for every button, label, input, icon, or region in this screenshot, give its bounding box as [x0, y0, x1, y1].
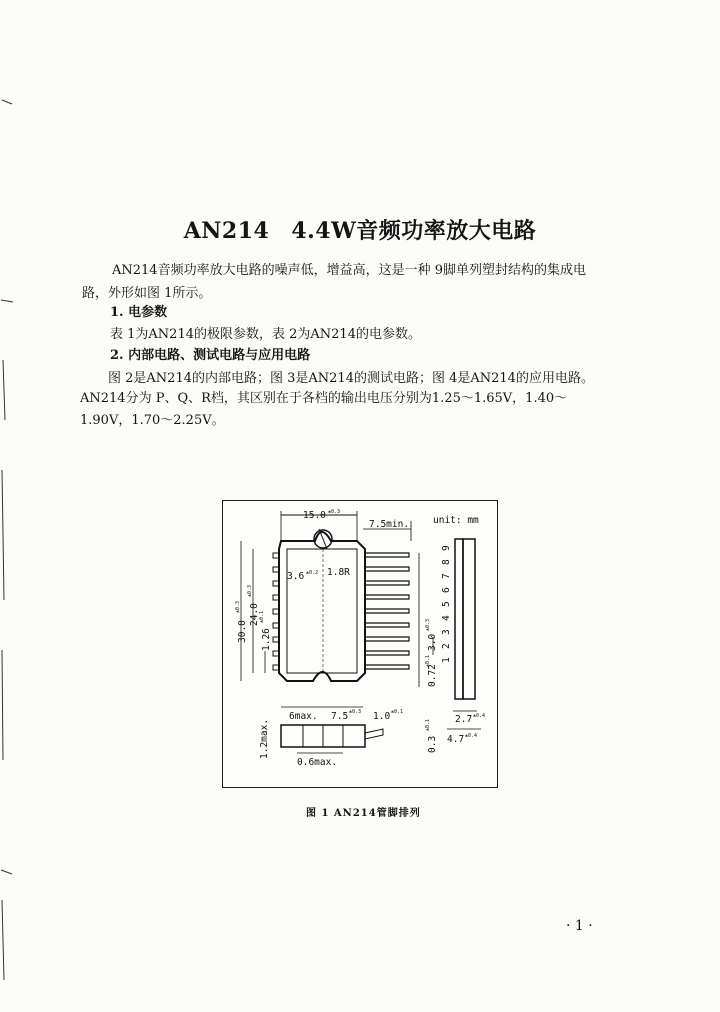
dim-end-height: 1.2max. — [259, 718, 270, 759]
dim-pitch: 3.0 — [427, 633, 438, 651]
dim-thickness: 1.0 — [373, 711, 391, 722]
dim-lead-thk: 0.3 — [427, 735, 438, 753]
title-model: AN214 — [183, 218, 270, 244]
dim-pin-offset: 1.26 — [261, 628, 272, 651]
dim-end-lead: 0.6max. — [297, 757, 338, 768]
dim-thickness-tol: ±0.1 — [391, 709, 404, 715]
title-description: 4.4W音频功率放大电路 — [291, 218, 537, 244]
dim-hole-tol: ±0.2 — [306, 570, 319, 576]
dim-lead-thk-tol: ±0.1 — [425, 718, 431, 731]
dim-lead-width-tol: ±0.1 — [425, 654, 431, 667]
section-2-line-3: 1.90V，1.70～2.25V。 — [80, 413, 225, 428]
pin-label-9: 9 — [441, 545, 452, 551]
dim-height-inner: 24.0 — [249, 603, 260, 626]
dim-body-depth-tol: ±0.3 — [349, 709, 362, 715]
pin-label-7: 7 — [441, 573, 452, 579]
dim-side-outer-tol: ±0.4 — [465, 733, 478, 739]
dim-radius: 1.8R — [327, 567, 350, 578]
figure-caption: 图 1 AN214管脚排列 — [306, 808, 421, 819]
unit-label: unit: mm — [433, 515, 479, 526]
dim-lead-width: 0.72 — [427, 664, 438, 687]
section-2-heading: 2. 内部电路、测试电路与应用电路 — [110, 348, 311, 363]
pin-label-1: 1 — [441, 657, 452, 663]
dim-height-outer: 30.0 — [237, 620, 248, 643]
dim-min-lead: 7.5min. — [369, 519, 410, 530]
page-number: · 1 · — [566, 918, 593, 934]
pin-label-2: 2 — [441, 643, 452, 649]
section-1-text: 表 1为AN214的极限参数，表 2为AN214的电参数。 — [110, 327, 421, 342]
section-2-line-1: 图 2是AN214的内部电路；图 3是AN214的测试电路；图 4是AN214的应用电路。 — [108, 371, 594, 386]
dim-hole: 3.6 — [287, 571, 305, 582]
intro-line-1: AN214音频功率放大电路的噪声低，增益高，这是一种 9脚单列塑封结构的集成电 — [112, 263, 586, 278]
dim-height-outer-tol: ±0.3 — [235, 600, 241, 613]
page-title — [0, 214, 720, 245]
pin-label-4: 4 — [441, 615, 452, 621]
pin-label-3: 3 — [441, 629, 452, 635]
package-outline-figure — [222, 500, 498, 788]
section-1-heading: 1. 电参数 — [110, 305, 168, 320]
pin-label-6: 6 — [441, 587, 452, 593]
dim-side-width-tol: ±0.4 — [473, 713, 486, 719]
intro-line-2: 路，外形如图 1所示。 — [82, 286, 212, 301]
dim-side-outer: 4.7 — [447, 734, 465, 745]
dim-height-inner-tol: ±0.3 — [247, 584, 253, 597]
scan-margin-marks — [0, 0, 14, 1012]
pin-label-8: 8 — [441, 559, 452, 565]
dim-pitch-tol: ±0.3 — [425, 618, 431, 631]
dim-pin-offset-tol: ±0.1 — [259, 610, 265, 623]
pin-label-5: 5 — [441, 601, 452, 607]
dim-body-bottom: 6max. — [289, 711, 318, 722]
dim-body-depth: 7.5 — [331, 711, 349, 722]
section-2-line-2: AN214分为 P、Q、R档，其区别在于各档的输出电压分别为1.25～1.65V，1.40～ — [80, 391, 568, 406]
package-drawing — [223, 501, 499, 789]
dim-top-width-tol: ±0.3 — [328, 509, 341, 515]
dim-top-width: 15.0 — [303, 510, 326, 521]
dim-side-width: 2.7 — [455, 714, 473, 725]
